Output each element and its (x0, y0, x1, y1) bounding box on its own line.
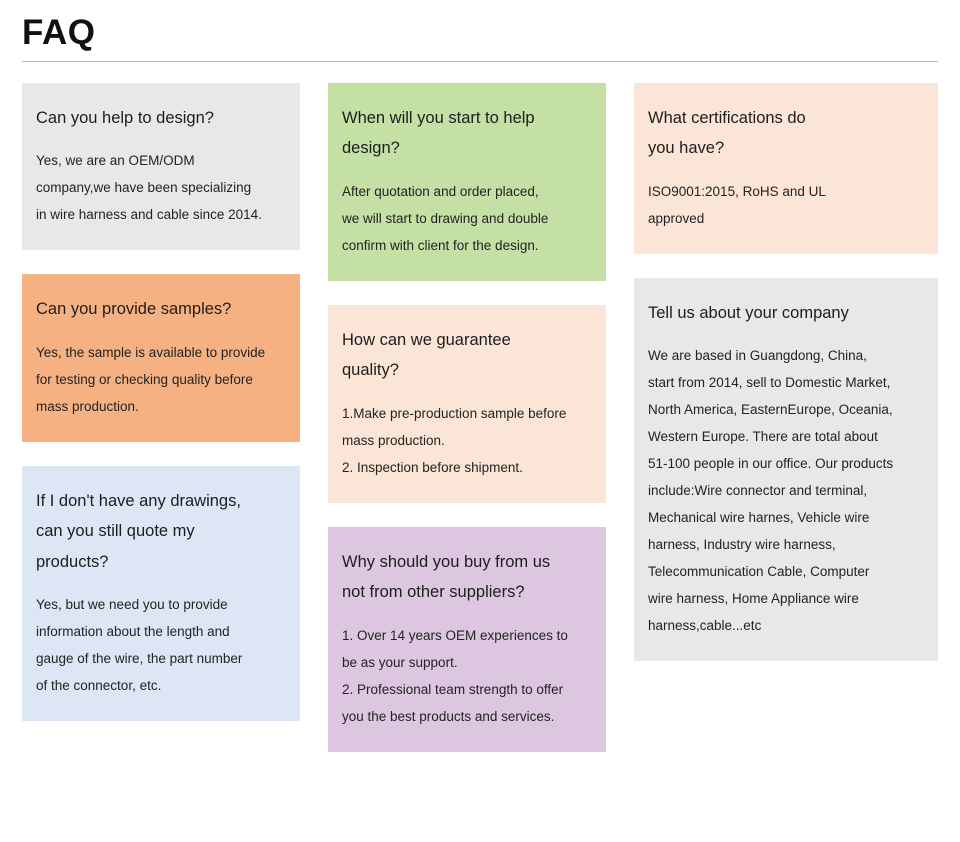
faq-question (342, 325, 592, 386)
faq-question-line: design? (342, 139, 400, 158)
faq-answer-line: wire harness, Home Appliance wire (648, 591, 859, 607)
page-title: FAQ (22, 13, 96, 52)
question-answer-spacer (36, 137, 286, 147)
faq-question-line: you have? (648, 139, 725, 158)
question-answer-spacer (342, 612, 592, 622)
faq-answer (36, 147, 286, 228)
faq-question (648, 298, 924, 329)
faq-answer-line: 1.Make pre-production sample before (342, 405, 567, 421)
faq-answer (36, 339, 286, 420)
faq-answer-line: 1. Over 14 years OEM experiences to (342, 627, 568, 643)
faq-question-line: Tell us about your company (648, 303, 849, 322)
faq-answer-line: you the best products and services. (342, 708, 555, 724)
faq-question (36, 103, 286, 134)
faq-question-line: products? (36, 552, 109, 571)
card-start-design (328, 83, 606, 281)
faq-question-line: not from other suppliers? (342, 583, 525, 602)
question-answer-spacer (648, 332, 924, 342)
faq-answer-line: we will start to drawing and double (342, 210, 549, 226)
question-answer-spacer (36, 329, 286, 339)
faq-answer (342, 622, 592, 730)
faq-answer-line: information about the length and (36, 624, 230, 640)
faq-grid (22, 83, 938, 752)
faq-answer-line: We are based in Guangdong, China, (648, 348, 867, 364)
faq-question (648, 103, 924, 164)
card-certifications (634, 83, 938, 254)
card-about-company (634, 278, 938, 662)
faq-answer-line: confirm with client for the design. (342, 237, 539, 253)
faq-answer-line: Yes, the sample is available to provide (36, 344, 266, 360)
card-no-drawings (22, 466, 300, 722)
faq-answer-line: approved (648, 210, 705, 226)
faq-question-line: Can you provide samples? (36, 300, 232, 319)
card-samples (22, 274, 300, 442)
faq-answer-line: Western Europe. There are total about (648, 429, 878, 445)
faq-answer-line: start from 2014, sell to Domestic Market, (648, 375, 891, 391)
faq-answer (648, 178, 924, 232)
question-answer-spacer (342, 390, 592, 400)
faq-question-line: When will you start to help (342, 108, 535, 127)
card-guarantee-quality (328, 305, 606, 503)
faq-answer-line: harness,cable...etc (648, 618, 762, 634)
faq-column-right (634, 83, 938, 662)
faq-answer-line: 2. Inspection before shipment. (342, 459, 523, 475)
faq-question-line: quality? (342, 361, 399, 380)
faq-answer-line: of the connector, etc. (36, 678, 162, 694)
question-answer-spacer (648, 168, 924, 178)
faq-question (342, 547, 592, 608)
faq-question-line: If I don't have any drawings, (36, 491, 241, 510)
faq-answer-line: After quotation and order placed, (342, 183, 539, 199)
faq-answer-line: in wire harness and cable since 2014. (36, 207, 262, 223)
faq-question-line: Why should you buy from us (342, 552, 551, 571)
faq-column-left (22, 83, 300, 722)
faq-answer-line: North America, EasternEurope, Oceania, (648, 402, 893, 418)
faq-question-line: can you still quote my (36, 522, 195, 541)
card-why-buy (328, 527, 606, 752)
faq-answer-line: ISO9001:2015, RoHS and UL (648, 183, 826, 199)
faq-question-line: Can you help to design? (36, 108, 214, 127)
faq-question-line: What certifications do (648, 108, 806, 127)
faq-answer-line: Telecommunication Cable, Computer (648, 564, 870, 580)
faq-answer (342, 400, 592, 481)
question-answer-spacer (36, 581, 286, 591)
faq-question-line: How can we guarantee (342, 330, 511, 349)
faq-question (36, 294, 286, 325)
faq-answer-line: Yes, but we need you to provide (36, 597, 228, 613)
faq-column-middle (328, 83, 606, 752)
title-divider (22, 61, 938, 62)
faq-answer-line: for testing or checking quality before (36, 371, 253, 387)
faq-answer-line: harness, Industry wire harness, (648, 537, 836, 553)
question-answer-spacer (342, 168, 592, 178)
faq-answer-line: Yes, we are an OEM/ODM (36, 153, 195, 169)
faq-answer-line: mass production. (36, 398, 139, 414)
faq-question (36, 486, 286, 578)
faq-answer-line: gauge of the wire, the part number (36, 651, 243, 667)
faq-answer (648, 342, 924, 639)
faq-answer-line: 2. Professional team strength to offer (342, 681, 564, 697)
faq-question (342, 103, 592, 164)
faq-answer (342, 178, 592, 259)
faq-answer-line: company,we have been specializing (36, 180, 252, 196)
faq-answer (36, 591, 286, 699)
faq-answer-line: mass production. (342, 432, 445, 448)
faq-answer-line: be as your support. (342, 654, 458, 670)
faq-answer-line: 51-100 people in our office. Our products (648, 456, 894, 472)
faq-answer-line: include:Wire connector and terminal, (648, 483, 868, 499)
card-design-help (22, 83, 300, 251)
faq-answer-line: Mechanical wire harnes, Vehicle wire (648, 510, 870, 526)
